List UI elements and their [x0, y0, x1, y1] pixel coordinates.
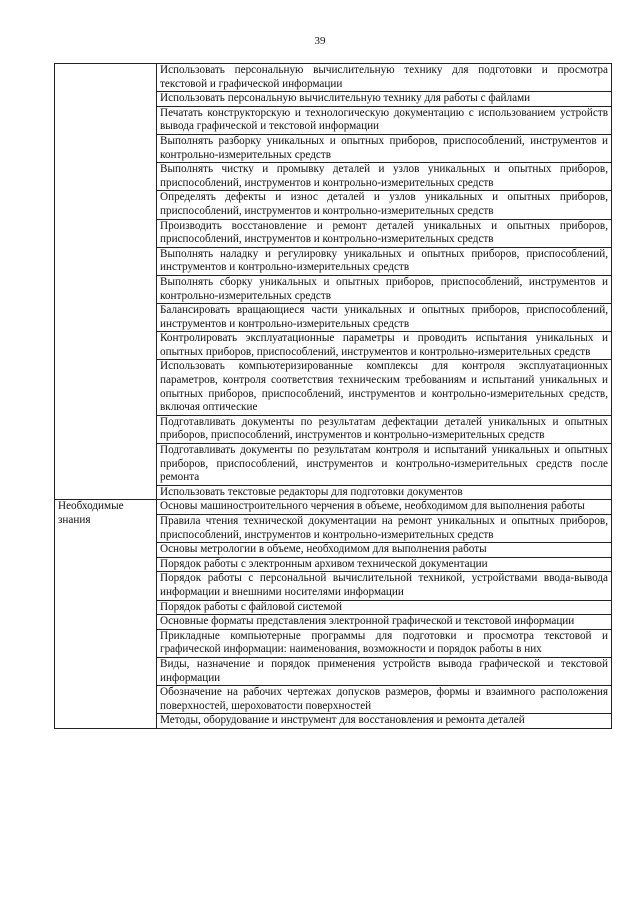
requirement-item: Правила чтения технической документации на ремонт уникальных и опытных приборов, приспособлений, инструментов и контрольно-измерительных средств	[157, 515, 612, 543]
section-label: Необходимые знания	[55, 500, 157, 729]
requirement-item: Выполнять наладку и регулировку уникальных и опытных приборов, приспособлений, инструментов и контрольно-измерительных средств	[157, 247, 612, 275]
requirement-item: Использовать персональную вычислительную технику для подготовки и просмотра текстовой и графической информации	[157, 64, 612, 92]
requirement-item: Использовать персональную вычислительную технику для работы с файлами	[157, 92, 612, 107]
table-row	[55, 500, 612, 515]
requirement-item: Виды, назначение и порядок применения устройств вывода графической и текстовой информации	[157, 657, 612, 685]
requirement-item: Подготавливать документы по результатам контроля и испытаний уникальных и опытных приборов, приспособлений, инструментов и контрольно-измерительных средств после ремонта	[157, 444, 612, 486]
requirement-item: Выполнять сборку уникальных и опытных приборов, приспособлений, инструментов и контрольно-измерительных средств	[157, 275, 612, 303]
requirement-item: Подготавливать документы по результатам дефектации деталей уникальных и опытных приборов, приспособлений, инструментов и контрольно-измерительных средств	[157, 415, 612, 443]
table-row	[55, 64, 612, 92]
requirement-item: Контролировать эксплуатационные параметры и проводить испытания уникальных и опытных приборов, приспособлений, инструментов и контрольно-измерительных средств	[157, 332, 612, 360]
requirement-item: Определять дефекты и износ деталей и узлов уникальных и опытных приборов, приспособлений, инструментов и контрольно-измерительных средств	[157, 191, 612, 219]
requirement-item: Производить восстановление и ремонт деталей уникальных и опытных приборов, приспособлений, инструментов и контрольно-измерительных средств	[157, 219, 612, 247]
requirements-table	[54, 63, 612, 729]
requirement-item: Методы, оборудование и инструмент для восстановления и ремонта деталей	[157, 714, 612, 729]
requirement-item: Прикладные компьютерные программы для подготовки и просмотра текстовой и графической информации: наименования, возможности и порядок работы в них	[157, 629, 612, 657]
requirement-item: Основные форматы представления электронной графической и текстовой информации	[157, 615, 612, 630]
requirement-item: Порядок работы с электронным архивом технической документации	[157, 557, 612, 572]
requirement-item: Основы машиностроительного черчения в объеме, необходимом для выполнения работы	[157, 500, 612, 515]
requirement-item: Балансировать вращающиеся части уникальных и опытных приборов, приспособлений, инструментов и контрольно-измерительных средств	[157, 304, 612, 332]
requirement-item: Порядок работы с файловой системой	[157, 600, 612, 615]
requirement-item: Основы метрологии в объеме, необходимом для выполнения работы	[157, 543, 612, 558]
requirement-item: Использовать текстовые редакторы для подготовки документов	[157, 485, 612, 500]
requirement-item: Использовать компьютеризированные комплексы для контроля эксплуатационных параметров, контроля соответствия техническим требованиям и испытаний уникальных и опытных приборов, приспособлений, инструментов и контрольно-измерительных средств, включая оптические	[157, 360, 612, 415]
requirement-item: Выполнять чистку и промывку деталей и узлов уникальных и опытных приборов, приспособлений, инструментов и контрольно-измерительных средств	[157, 163, 612, 191]
section-label	[55, 64, 157, 500]
requirement-item: Порядок работы с персональной вычислительной техникой, устройствами ввода-вывода информации и внешними носителями информации	[157, 572, 612, 600]
requirement-item: Обозначение на рабочих чертежах допусков размеров, формы и взаимного расположения поверхностей, шероховатости поверхностей	[157, 686, 612, 714]
requirement-item: Выполнять разборку уникальных и опытных приборов, приспособлений, инструментов и контрольно-измерительных средств	[157, 134, 612, 162]
requirement-item: Печатать конструкторскую и технологическую документацию с использованием устройств вывода графической и текстовой информации	[157, 106, 612, 134]
page-number: 39	[314, 35, 326, 47]
